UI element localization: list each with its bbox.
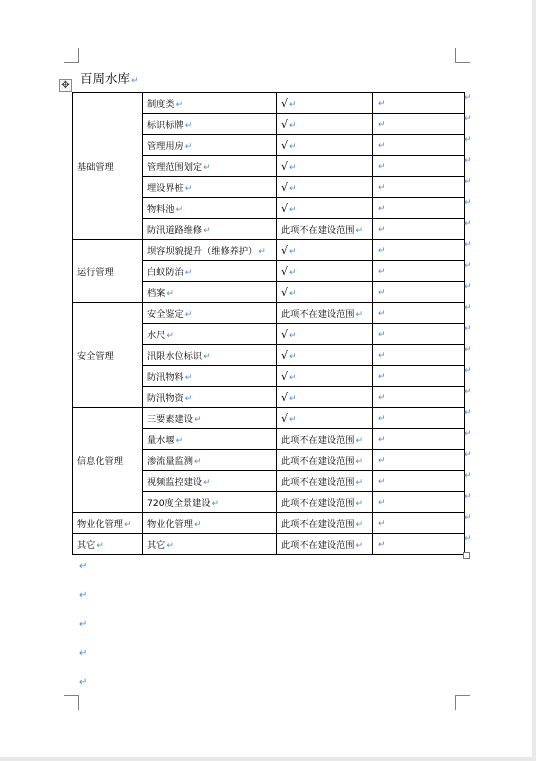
paragraph-mark-icon: ↵ xyxy=(184,310,193,320)
end-of-row-mark-icon: ↵ xyxy=(464,177,472,187)
item-cell[interactable] xyxy=(143,492,277,513)
table-row xyxy=(73,303,465,324)
empty-cell[interactable] xyxy=(373,135,465,156)
paragraph-mark-icon: ↵ xyxy=(378,119,386,130)
end-of-row-mark-icon: ↵ xyxy=(464,219,472,229)
paragraph-mark-icon: ↵ xyxy=(289,99,297,110)
empty-cell[interactable] xyxy=(373,177,465,198)
paragraph-mark-icon: ↵ xyxy=(289,393,297,404)
paragraph-mark-icon: ↵ xyxy=(289,288,297,299)
status-cell[interactable] xyxy=(277,429,373,450)
status-cell[interactable] xyxy=(277,534,373,555)
item-cell[interactable] xyxy=(143,450,277,471)
margin-corner-bottom-left xyxy=(64,695,79,710)
paragraph-mark-icon: ↵ xyxy=(203,352,211,362)
item-label: 渗流量监测 xyxy=(147,456,193,467)
empty-cell[interactable] xyxy=(373,282,465,303)
status-text: 此项不在建设范围 xyxy=(281,498,355,509)
paragraph-mark-icon: ↵ xyxy=(175,436,184,446)
item-label: 视频监控建设 xyxy=(147,477,203,488)
status-cell[interactable] xyxy=(277,471,373,492)
category-label: 运行管理 xyxy=(77,267,114,278)
item-cell[interactable] xyxy=(143,135,277,156)
check-mark-icon: √ xyxy=(281,243,289,257)
empty-cell[interactable] xyxy=(373,261,465,282)
empty-cell[interactable] xyxy=(373,450,465,471)
item-label: 防汛物资 xyxy=(147,393,184,404)
end-of-row-mark-icon: ↵ xyxy=(464,408,472,418)
status-text: 此项不在建设范围 xyxy=(281,540,355,551)
check-mark-icon: √ xyxy=(281,117,289,131)
paragraph-mark-icon: ↵ xyxy=(203,478,211,488)
item-cell[interactable] xyxy=(143,114,277,135)
check-mark-icon: √ xyxy=(281,201,289,215)
paragraph-mark-icon: ↵ xyxy=(378,245,386,256)
paragraph-mark-icon: ↵ xyxy=(355,478,364,488)
empty-cell[interactable] xyxy=(373,114,465,135)
margin-corner-top-right xyxy=(455,48,470,63)
item-label: 物业化管理 xyxy=(147,519,193,530)
status-cell[interactable] xyxy=(277,366,373,387)
margin-corner-top-left xyxy=(64,48,79,63)
table-row xyxy=(73,534,465,555)
paragraph-mark-icon: ↵ xyxy=(355,520,364,530)
end-of-row-mark-icon: ↵ xyxy=(464,534,472,544)
end-of-row-mark-icon: ↵ xyxy=(464,303,472,313)
end-of-row-mark-icon: ↵ xyxy=(464,366,472,376)
status-text: 此项不在建设范围 xyxy=(281,435,355,446)
empty-cell[interactable] xyxy=(373,429,465,450)
end-of-row-mark-icon: ↵ xyxy=(464,513,472,523)
end-of-row-mark-icon: ↵ xyxy=(464,429,472,439)
end-of-row-mark-icon: ↵ xyxy=(464,345,472,355)
item-cell[interactable] xyxy=(143,345,277,366)
paragraph-mark-icon: ↵ xyxy=(258,247,266,257)
item-label: 埋设界桩 xyxy=(147,183,184,194)
paragraph-mark-icon: ↵ xyxy=(355,226,364,236)
end-of-row-mark-icon: ↵ xyxy=(464,450,472,460)
item-label: 量水堰 xyxy=(147,435,175,446)
status-cell[interactable] xyxy=(277,282,373,303)
status-cell[interactable] xyxy=(277,240,373,261)
status-text: 此项不在建设范围 xyxy=(281,456,355,467)
paragraph-mark-icon: ↵ xyxy=(378,518,386,529)
status-text: 此项不在建设范围 xyxy=(281,519,355,530)
item-label: 白蚁防治 xyxy=(147,267,184,278)
margin-corner-bottom-right xyxy=(455,695,470,710)
check-mark-icon: √ xyxy=(281,285,289,299)
empty-cell[interactable] xyxy=(373,534,465,555)
page-edge-shadow xyxy=(532,0,536,761)
item-cell[interactable] xyxy=(143,513,277,534)
paragraph-mark-icon: ↵ xyxy=(289,246,297,257)
paragraph-mark-icon: ↵ xyxy=(378,224,386,235)
paragraph-mark-icon: ↵ xyxy=(175,100,184,110)
item-cell[interactable] xyxy=(143,219,277,240)
paragraph-mark-icon: ↵ xyxy=(184,142,193,152)
item-cell[interactable] xyxy=(143,324,277,345)
paragraph-mark-icon: ↵ xyxy=(355,457,364,467)
item-cell[interactable] xyxy=(143,261,277,282)
item-label: 管理用房 xyxy=(147,141,184,152)
status-cell[interactable] xyxy=(277,198,373,219)
empty-cell[interactable] xyxy=(373,387,465,408)
empty-cell[interactable] xyxy=(373,198,465,219)
item-cell[interactable] xyxy=(143,408,277,429)
item-label: 物料池 xyxy=(147,204,175,215)
category-label: 基础管理 xyxy=(77,162,114,173)
paragraph-mark-icon: ↵ xyxy=(184,184,193,194)
check-mark-icon: √ xyxy=(281,348,289,362)
paragraph-mark-icon: ↵ xyxy=(378,413,386,424)
item-label: 其它 xyxy=(147,540,166,551)
paragraph-mark-icon: ↵ xyxy=(355,499,364,509)
item-label: 安全鉴定 xyxy=(147,309,184,320)
paragraph-mark-icon: ↵ xyxy=(378,455,386,466)
item-label: 防汛物料 xyxy=(147,372,184,383)
empty-cell[interactable] xyxy=(373,513,465,534)
paragraph-mark-icon: ↵ xyxy=(378,329,386,340)
end-of-row-mark-icon: ↵ xyxy=(464,93,472,103)
status-cell[interactable] xyxy=(277,492,373,513)
paragraph-mark-icon: ↵ xyxy=(184,373,193,383)
check-mark-icon: √ xyxy=(281,159,289,173)
empty-paragraph-mark-icon[interactable]: ↵ xyxy=(79,619,88,630)
paragraph-mark-icon: ↵ xyxy=(211,499,220,509)
paragraph-mark-icon: ↵ xyxy=(289,141,297,152)
end-of-row-mark-icon: ↵ xyxy=(464,387,472,397)
item-cell[interactable] xyxy=(143,198,277,219)
paragraph-mark-icon: ↵ xyxy=(378,98,386,109)
status-cell[interactable] xyxy=(277,324,373,345)
check-mark-icon: √ xyxy=(281,138,289,152)
category-cell[interactable] xyxy=(73,534,143,555)
paragraph-mark-icon: ↵ xyxy=(378,434,386,445)
paragraph-mark-icon: ↵ xyxy=(289,414,297,425)
paragraph-mark-icon: ↵ xyxy=(289,120,297,131)
paragraph-mark-icon: ↵ xyxy=(96,541,104,551)
paragraph-mark-icon: ↵ xyxy=(378,392,386,403)
paragraph-mark-icon: ↵ xyxy=(378,266,386,277)
paragraph-mark-icon: ↵ xyxy=(166,289,174,299)
category-cell[interactable] xyxy=(73,513,143,534)
item-label: 坝容坝貌提升（维修养护） xyxy=(147,246,258,257)
check-mark-icon: √ xyxy=(281,264,289,278)
empty-paragraph-mark-icon[interactable]: ↵ xyxy=(79,561,88,572)
paragraph-mark-icon: ↵ xyxy=(355,310,364,320)
empty-cell[interactable] xyxy=(373,492,465,513)
empty-cell[interactable] xyxy=(373,156,465,177)
status-cell[interactable] xyxy=(277,93,373,114)
document-title xyxy=(80,69,139,87)
paragraph-mark-icon: ↵ xyxy=(378,350,386,361)
item-label: 标识标牌 xyxy=(147,120,184,131)
empty-cell[interactable] xyxy=(373,93,465,114)
table-row xyxy=(73,93,465,114)
status-cell[interactable] xyxy=(277,114,373,135)
paragraph-mark-icon: ↵ xyxy=(289,372,297,383)
status-cell[interactable] xyxy=(277,219,373,240)
empty-paragraph-mark-icon[interactable]: ↵ xyxy=(79,590,88,601)
end-of-row-mark-icon: ↵ xyxy=(464,261,472,271)
status-text: 此项不在建设范围 xyxy=(281,477,355,488)
item-cell[interactable] xyxy=(143,429,277,450)
status-text: 此项不在建设范围 xyxy=(281,225,355,236)
empty-cell[interactable] xyxy=(373,471,465,492)
end-of-row-mark-icon: ↵ xyxy=(464,324,472,334)
table-row xyxy=(73,240,465,261)
item-label: 档案 xyxy=(147,288,166,299)
table-resize-handle[interactable] xyxy=(463,552,470,559)
paragraph-mark-icon: ↵ xyxy=(193,520,202,530)
status-cell[interactable] xyxy=(277,345,373,366)
empty-paragraph-mark-icon[interactable]: ↵ xyxy=(79,648,88,659)
paragraph-mark-icon: ↵ xyxy=(378,539,386,550)
paragraph-mark-icon: ↵ xyxy=(175,205,184,215)
empty-cell[interactable] xyxy=(373,219,465,240)
item-label: 720度全景建设 xyxy=(147,498,211,509)
status-cell[interactable] xyxy=(277,177,373,198)
paragraph-mark-icon: ↵ xyxy=(378,140,386,151)
paragraph-mark-icon: ↵ xyxy=(378,476,386,487)
category-label: 物业化管理 xyxy=(77,519,123,530)
page-edge-shadow-bottom xyxy=(0,757,536,761)
item-cell[interactable] xyxy=(143,240,277,261)
paragraph-mark-icon: ↵ xyxy=(378,287,386,298)
paragraph-mark-icon: ↵ xyxy=(378,308,386,319)
paragraph-mark-icon: ↵ xyxy=(193,457,202,467)
category-label: 安全管理 xyxy=(77,351,114,362)
check-mark-icon: √ xyxy=(281,369,289,383)
empty-cell[interactable] xyxy=(373,303,465,324)
end-of-row-mark-icon: ↵ xyxy=(464,240,472,250)
status-cell[interactable] xyxy=(277,303,373,324)
title-text: 百周水库 xyxy=(80,71,131,86)
paragraph-mark-icon: ↵ xyxy=(378,371,386,382)
status-cell[interactable] xyxy=(277,135,373,156)
end-of-row-mark-icon: ↵ xyxy=(464,135,472,145)
category-label: 信息化管理 xyxy=(77,456,123,467)
item-cell[interactable] xyxy=(143,471,277,492)
table-move-handle-icon[interactable]: ✥ xyxy=(59,79,72,92)
item-cell[interactable] xyxy=(143,387,277,408)
paragraph-mark-icon: ↵ xyxy=(378,182,386,193)
item-cell[interactable] xyxy=(143,366,277,387)
status-cell[interactable] xyxy=(277,408,373,429)
paragraph-mark-icon: ↵ xyxy=(355,436,364,446)
status-cell[interactable] xyxy=(277,261,373,282)
end-of-row-mark-icon: ↵ xyxy=(464,492,472,502)
category-cell[interactable] xyxy=(73,240,143,303)
item-label: 制度类 xyxy=(147,99,175,110)
table-row xyxy=(73,513,465,534)
paragraph-mark-icon: ↵ xyxy=(355,541,364,551)
paragraph-mark-icon: ↵ xyxy=(289,162,297,173)
end-of-row-mark-icon: ↵ xyxy=(464,156,472,166)
paragraph-mark-icon: ↵ xyxy=(289,183,297,194)
construction-table xyxy=(72,92,465,555)
paragraph-mark-icon: ↵ xyxy=(184,394,193,404)
status-cell[interactable] xyxy=(277,387,373,408)
paragraph-mark-icon: ↵ xyxy=(193,415,202,425)
paragraph-mark-icon: ↵ xyxy=(378,161,386,172)
item-label: 防汛道路维修 xyxy=(147,225,203,236)
category-label: 其它 xyxy=(77,540,96,551)
check-mark-icon: √ xyxy=(281,96,289,110)
check-mark-icon: √ xyxy=(281,180,289,194)
status-cell[interactable] xyxy=(277,513,373,534)
status-cell[interactable] xyxy=(277,156,373,177)
paragraph-mark-icon: ↵ xyxy=(184,121,193,131)
paragraph-mark-icon: ↵ xyxy=(203,226,211,236)
item-label: 汛限水位标识 xyxy=(147,351,203,362)
item-label: 管理范围划定 xyxy=(147,162,203,173)
status-text: 此项不在建设范围 xyxy=(281,309,355,320)
category-cell[interactable] xyxy=(73,408,143,513)
table-row xyxy=(73,408,465,429)
item-cell[interactable] xyxy=(143,303,277,324)
item-cell[interactable] xyxy=(143,156,277,177)
item-label: 水尺 xyxy=(147,330,166,341)
paragraph-mark-icon: ↵ xyxy=(289,351,297,362)
empty-cell[interactable] xyxy=(373,366,465,387)
paragraph-mark-icon: ↵ xyxy=(131,76,139,86)
status-cell[interactable] xyxy=(277,450,373,471)
end-of-row-mark-icon: ↵ xyxy=(464,198,472,208)
paragraph-mark-icon: ↵ xyxy=(378,497,386,508)
category-cell[interactable] xyxy=(73,93,143,240)
category-cell[interactable] xyxy=(73,303,143,408)
paragraph-mark-icon: ↵ xyxy=(378,203,386,214)
empty-cell[interactable] xyxy=(373,345,465,366)
paragraph-mark-icon: ↵ xyxy=(123,520,132,530)
item-cell[interactable] xyxy=(143,534,277,555)
paragraph-mark-icon: ↵ xyxy=(289,330,297,341)
paragraph-mark-icon: ↵ xyxy=(166,331,174,341)
paragraph-mark-icon: ↵ xyxy=(289,204,297,215)
paragraph-mark-icon: ↵ xyxy=(203,163,211,173)
item-label: 三要素建设 xyxy=(147,414,193,425)
paragraph-mark-icon: ↵ xyxy=(166,541,174,551)
empty-paragraph-mark-icon[interactable]: ↵ xyxy=(79,677,88,688)
empty-cell[interactable] xyxy=(373,324,465,345)
item-cell[interactable] xyxy=(143,93,277,114)
item-cell[interactable] xyxy=(143,282,277,303)
paragraph-mark-icon: ↵ xyxy=(184,268,193,278)
end-of-row-mark-icon: ↵ xyxy=(464,114,472,124)
end-of-row-mark-icon: ↵ xyxy=(464,282,472,292)
check-mark-icon: √ xyxy=(281,390,289,404)
check-mark-icon: √ xyxy=(281,411,289,425)
empty-cell[interactable] xyxy=(373,408,465,429)
item-cell[interactable] xyxy=(143,177,277,198)
empty-cell[interactable] xyxy=(373,240,465,261)
paragraph-mark-icon: ↵ xyxy=(289,267,297,278)
end-of-row-mark-icon: ↵ xyxy=(464,471,472,481)
check-mark-icon: √ xyxy=(281,327,289,341)
